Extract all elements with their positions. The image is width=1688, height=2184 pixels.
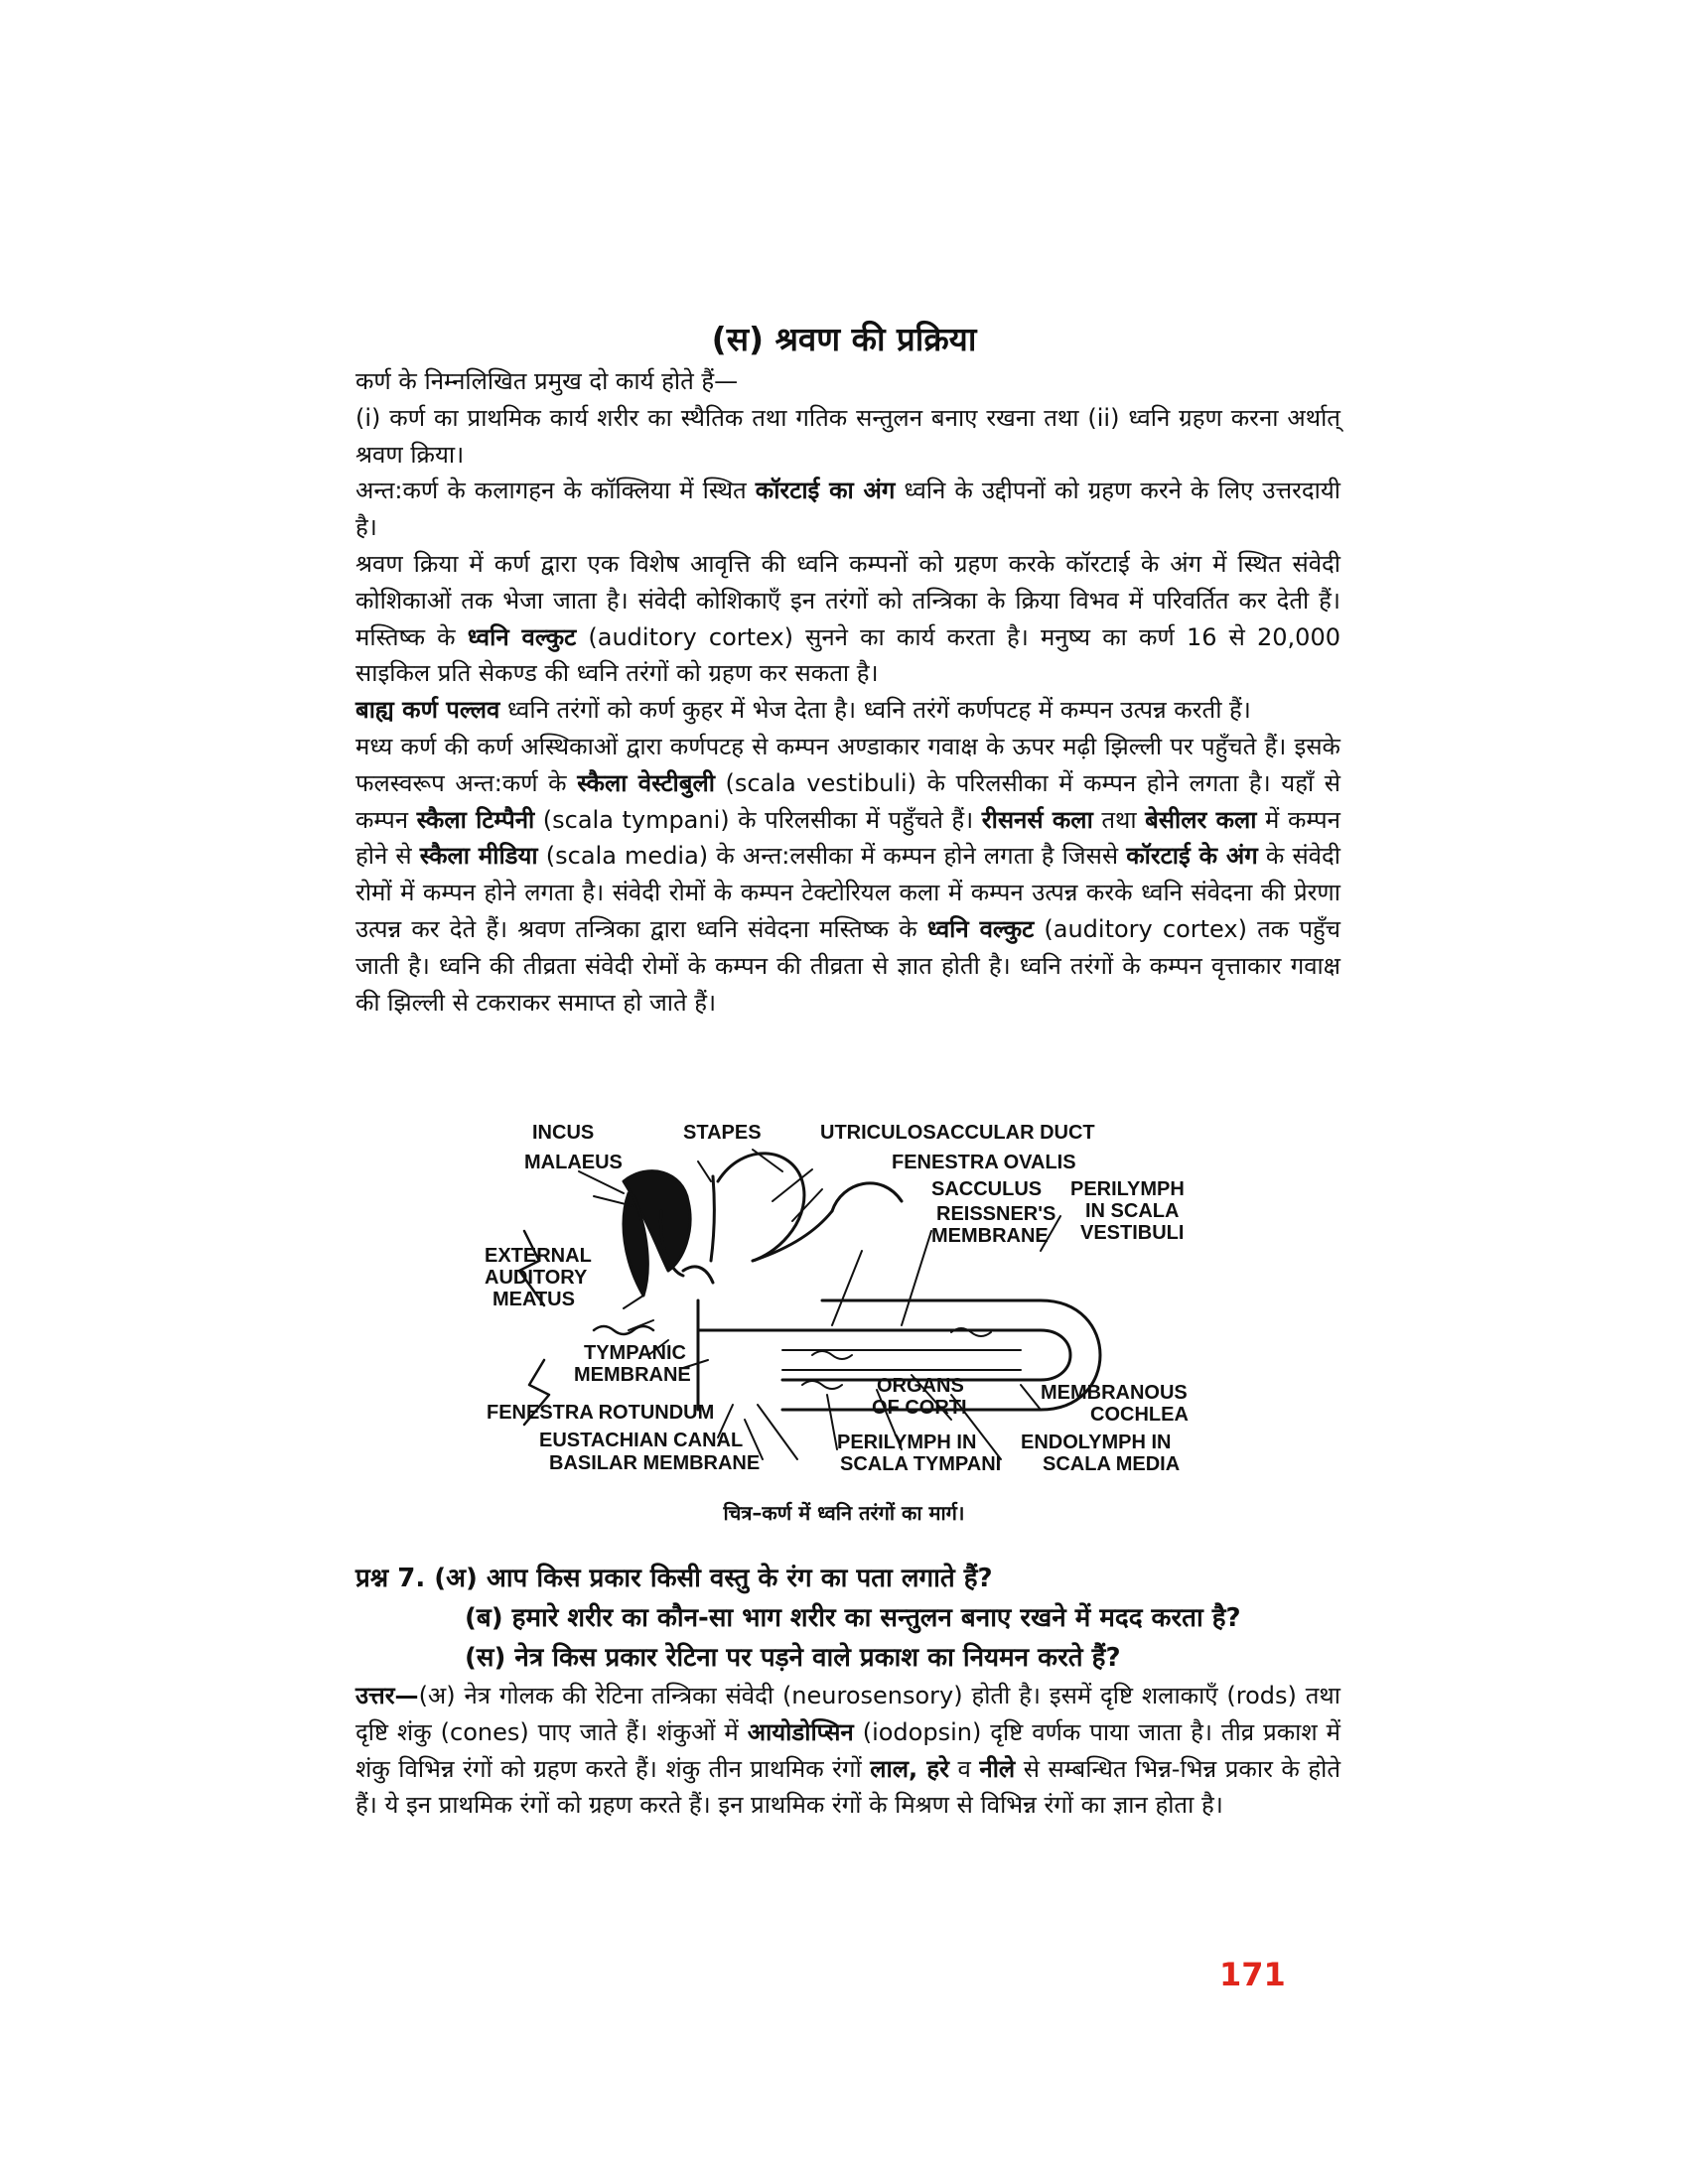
label-incus: INCUS xyxy=(532,1122,595,1144)
paragraph-middle-ear: मध्य कर्ण की कर्ण अस्थिकाओं द्वारा कर्णपटह से कम्पन अण्डाकार गवाक्ष के ऊपर मढ़ी झिल्ली पर पहुँचते हैं। इसके फलस्वरूप अन्त:कर्ण के स्कैला वेस्टीबुली (scala vestibuli) के परिलसीका में कम्पन होने लगता है। यहाँ से कम्पन स्कैला टिम्पैनी (scala tympani) के परिलसीका में पहुँचते हैं। रीसनर्स कला तथा बेसीलर कला में कम्पन होने से स्कैला मीडिया (scala media) के अन्त:लसीका में कम्पन होने लगता है जिससे कॉरटाई के अंग के संवेदी रोमों में कम्पन होने लगता है। संवेदी रोमों के कम्पन टेक्टोरियल कला में कम्पन उत्पन्न करके ध्वनि संवेदना की प्रेरणा उत्पन्न कर देते हैं। श्रवण तन्त्रिका द्वारा ध्वनि संवेदना मस्तिष्क के ध्वनि वल्कुट (auditory cortex) तक पहुँच जाती है। ध्वनि की तीव्रता संवेदी रोमों के कम्पन की तीव्रता से ज्ञात होती है। ध्वनि तरंगों के कम्पन वृत्ताकार गवाक्ष की झिल्ली से टकराकर समाप्त हो जाते हैं। xyxy=(355,732,1340,1017)
page-number: 171 xyxy=(1219,1956,1286,1993)
ear-diagram xyxy=(485,1122,1239,1499)
paragraph-organ-of-corti: अन्त:कर्ण के कलागहन के कॉक्लिया में स्थित कॉरटाई का अंग ध्वनि के उद्दीपनों को ग्रहण करने के लिए उत्तरदायी है। xyxy=(355,477,1340,542)
label-reissners-2: MEMBRANE xyxy=(931,1225,1049,1247)
question-label: प्रश्न 7. xyxy=(355,1564,426,1593)
label-external-2: AUDITORY xyxy=(485,1267,588,1289)
label-endolymph-2: SCALA MEDIA xyxy=(1043,1453,1181,1475)
label-reissners-1: REISSNER'S xyxy=(936,1203,1056,1225)
label-perilymph-tympani-2: SCALA TYMPANI xyxy=(840,1453,1002,1475)
label-tympanic-1: TYMPANIC xyxy=(584,1342,686,1364)
section-title: (स) श्रवण की प्रक्रिया xyxy=(711,320,977,358)
figure-caption: चित्र–कर्ण में ध्वनि तरंगों का मार्ग। xyxy=(723,1501,965,1525)
label-perilymph-vestibuli-2: IN SCALA xyxy=(1085,1200,1180,1222)
label-basilar-membrane: BASILAR MEMBRANE xyxy=(549,1452,761,1474)
paragraph-functions: (i) कर्ण का प्राथमिक कार्य शरीर का स्थैतिक तथा गतिक सन्तुलन बनाए रखना तथा (ii) ध्वनि ग्रहण करना अर्थात् श्रवण क्रिया। xyxy=(355,403,1340,469)
scala-vestibuli xyxy=(698,1330,1070,1380)
body-text xyxy=(355,363,1340,1021)
label-perilymph-vestibuli-3: VESTIBULI xyxy=(1080,1222,1185,1244)
label-fenestra-ovalis: FENESTRA OVALIS xyxy=(892,1152,1076,1173)
label-external-3: MEATUS xyxy=(492,1289,575,1310)
label-malaeus: MALAEUS xyxy=(524,1152,623,1173)
label-perilymph-vestibuli-1: PERILYMPH xyxy=(1070,1178,1185,1200)
label-fenestra-rotundum: FENESTRA ROTUNDUM xyxy=(487,1402,715,1424)
answer-block: उत्तर—(अ) नेत्र गोलक की रेटिना तन्त्रिका संवेदी (neurosensory) होती है। इसमें दृष्टि शलाकाएँ (rods) तथा दृष्टि शंकु (cones) पाए जाते हैं। शंकुओं में आयोडोप्सिन (iodopsin) दृष्टि वर्णक पाया जाता है। तीव्र प्रकाश में शंकु विभिन्न रंगों को ग्रहण करते हैं। शंकु तीन प्राथमिक रंगों लाल, हरे व नीले से सम्बन्धित भिन्न-भिन्न प्रकार के होते हैं। ये इन प्राथमिक रंगों को ग्रहण करते हैं। इन प्राथमिक रंगों के मिश्रण से विभिन्न रंगों का ज्ञान होता है। xyxy=(355,1682,1341,1820)
paragraph-external-ear: बाह्य कर्ण पल्लव ध्वनि तरंगों को कर्ण कुहर में भेज देता है। ध्वनि तरंगें कर्णपटह में कम्पन उत्पन्न करती हैं। xyxy=(355,696,1251,725)
label-sacculus: SACCULUS xyxy=(931,1178,1043,1200)
stapes-line xyxy=(711,1176,714,1261)
label-external-1: EXTERNAL xyxy=(485,1245,592,1267)
question-line-b: (ब) हमारे शरीर का कौन-सा भाग शरीर का सन्तुलन बनाए रखने में मदद करता है? xyxy=(465,1603,1241,1633)
question-line-a: प्रश्न 7. (अ) आप किस प्रकार किसी वस्तु के रंग का पता लगाते हैं? xyxy=(355,1564,993,1593)
label-stapes: STAPES xyxy=(683,1122,762,1144)
label-eustachian-canal: EUSTACHIAN CANAL xyxy=(539,1430,744,1451)
label-organs-of-corti-1: ORGANS xyxy=(877,1375,964,1397)
label-utriculosaccular-duct: UTRICULOSACCULAR DUCT xyxy=(820,1122,1095,1144)
label-endolymph-1: ENDOLYMPH IN xyxy=(1021,1432,1172,1453)
paragraph-hearing-process: श्रवण क्रिया में कर्ण द्वारा एक विशेष आवृत्ति की ध्वनि कम्पनों को ग्रहण करके कॉरटाई के अंग में स्थित संवेदी कोशिकाओं तक भेजा जाता है। संवेदी कोशिकाएँ इन तरंगों को तन्त्रिका के क्रिया विभव में परिवर्तित कर देती हैं। मस्तिष्क के ध्वनि वल्कुट (auditory cortex) सुनने का कार्य करता है। मनुष्य का कर्ण 16 से 20,000 साइकिल प्रति सेकण्ड की ध्वनि तरंगों को ग्रहण कर सकता है। xyxy=(355,549,1340,688)
label-perilymph-tympani-1: PERILYMPH IN xyxy=(837,1432,977,1453)
paragraph-intro: कर्ण के निम्नलिखित प्रमुख दो कार्य होते हैं— xyxy=(355,367,739,395)
label-tympanic-2: MEMBRANE xyxy=(574,1364,691,1386)
label-organs-of-corti-2: OF CORTI xyxy=(872,1397,967,1419)
label-membranous-cochlea-2: COCHLEA xyxy=(1090,1404,1189,1426)
label-membranous-cochlea-1: MEMBRANOUS xyxy=(1041,1382,1188,1404)
question-block xyxy=(355,1559,1340,1678)
answer-label: उत्तर— xyxy=(355,1682,419,1709)
question-line-c: (स) नेत्र किस प्रकार रेटिना पर पड़ने वाले प्रकाश का नियमन करते हैं? xyxy=(465,1643,1121,1673)
